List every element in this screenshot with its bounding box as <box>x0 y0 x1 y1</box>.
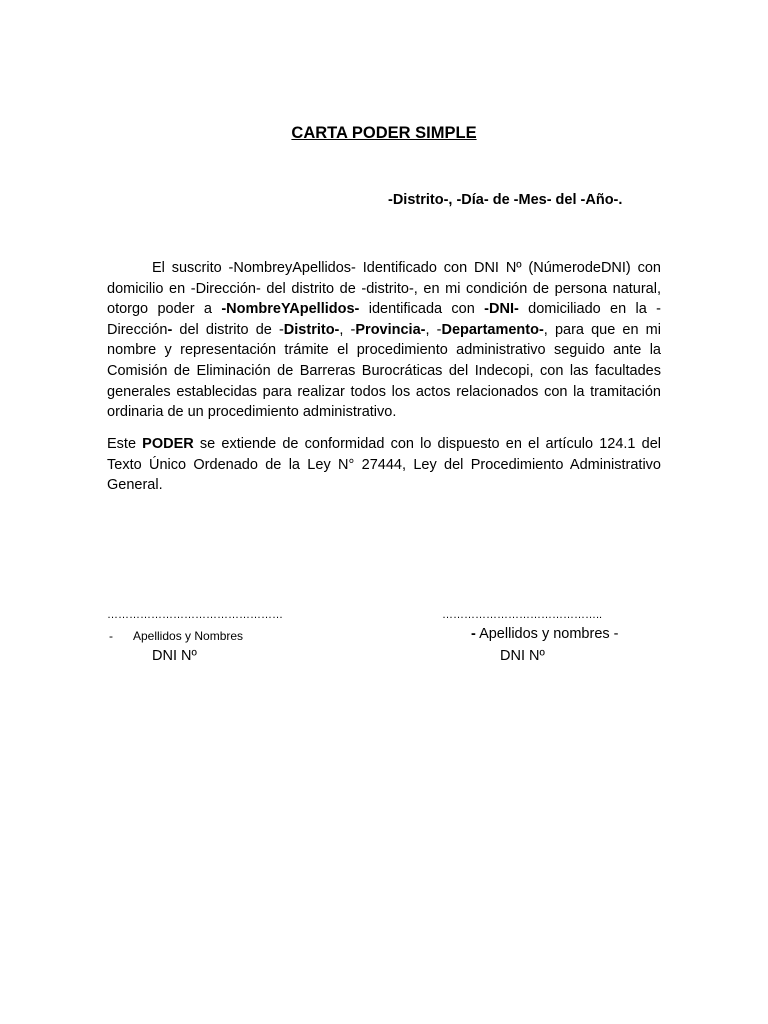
signature-right-name-block <box>471 626 619 642</box>
p1-bold-departamento: Departamento- <box>441 321 544 338</box>
signature-line-right: …………………………………….. <box>442 609 603 621</box>
p1-text-1: El suscrito -NombreyApellidos- Identificado con DNI Nº (NúmerodeDNI) con domicilio en -Dirección- del distrito de -distrito-, en mi condición de persona natural, otorgo poder a <box>107 260 661 318</box>
body-paragraph-2 <box>107 434 661 496</box>
p1-text-7: , para que en mi nombre y representación trámite el procedimiento administrativo seguido ante la Comisión de Eliminación de Barreras Burocráticas del Indecopi, con las facultades generales establecidas para realizar todos los actos relacionados con la tramitación ordinaria de un procedimiento administrativo. <box>107 321 661 421</box>
p1-text-4: del distrito de - <box>172 321 284 338</box>
p1-text-5: , - <box>339 321 356 338</box>
p2-bold-poder: PODER <box>142 436 194 452</box>
p1-bold-distrito: Distrito- <box>283 321 340 338</box>
p1-text-2: identificada con <box>359 301 485 318</box>
dateline: -Distrito-, -Día- de -Mes- del -Año-. <box>388 192 623 208</box>
p1-text-6: , - <box>425 321 442 338</box>
p2-text-1: Este <box>107 436 143 452</box>
signature-line-left: ………………………………………… <box>107 609 283 621</box>
signature-left-name: Apellidos y Nombres <box>133 629 244 643</box>
p2-text-2: se extiende de conformidad con lo dispuesto en el artículo 124.1 del Texto Único Ordenado de la Ley N° 27444, Ley del Procedimiento Administrativo General. <box>107 436 661 494</box>
signature-right-dni: DNI Nº <box>500 648 545 664</box>
signature-left-dni: DNI Nº <box>152 648 197 664</box>
document-title <box>0 124 768 143</box>
p1-bold-dni: -DNI- <box>484 301 519 318</box>
p1-bold-dash: - <box>167 321 173 338</box>
p1-bold-provincia: Provincia- <box>355 321 426 338</box>
signature-left-dash: - <box>109 629 113 643</box>
signature-right-name: Apellidos y nombres - <box>475 626 619 642</box>
p1-text-3: domiciliado en la -Dirección <box>107 301 661 338</box>
signature-right-dash: - <box>471 626 476 642</box>
title-text: CARTA PODER SIMPLE <box>291 124 477 142</box>
p1-bold-attorney-name: -NombreYApellidos- <box>221 301 360 318</box>
body-paragraph-1 <box>107 258 661 423</box>
